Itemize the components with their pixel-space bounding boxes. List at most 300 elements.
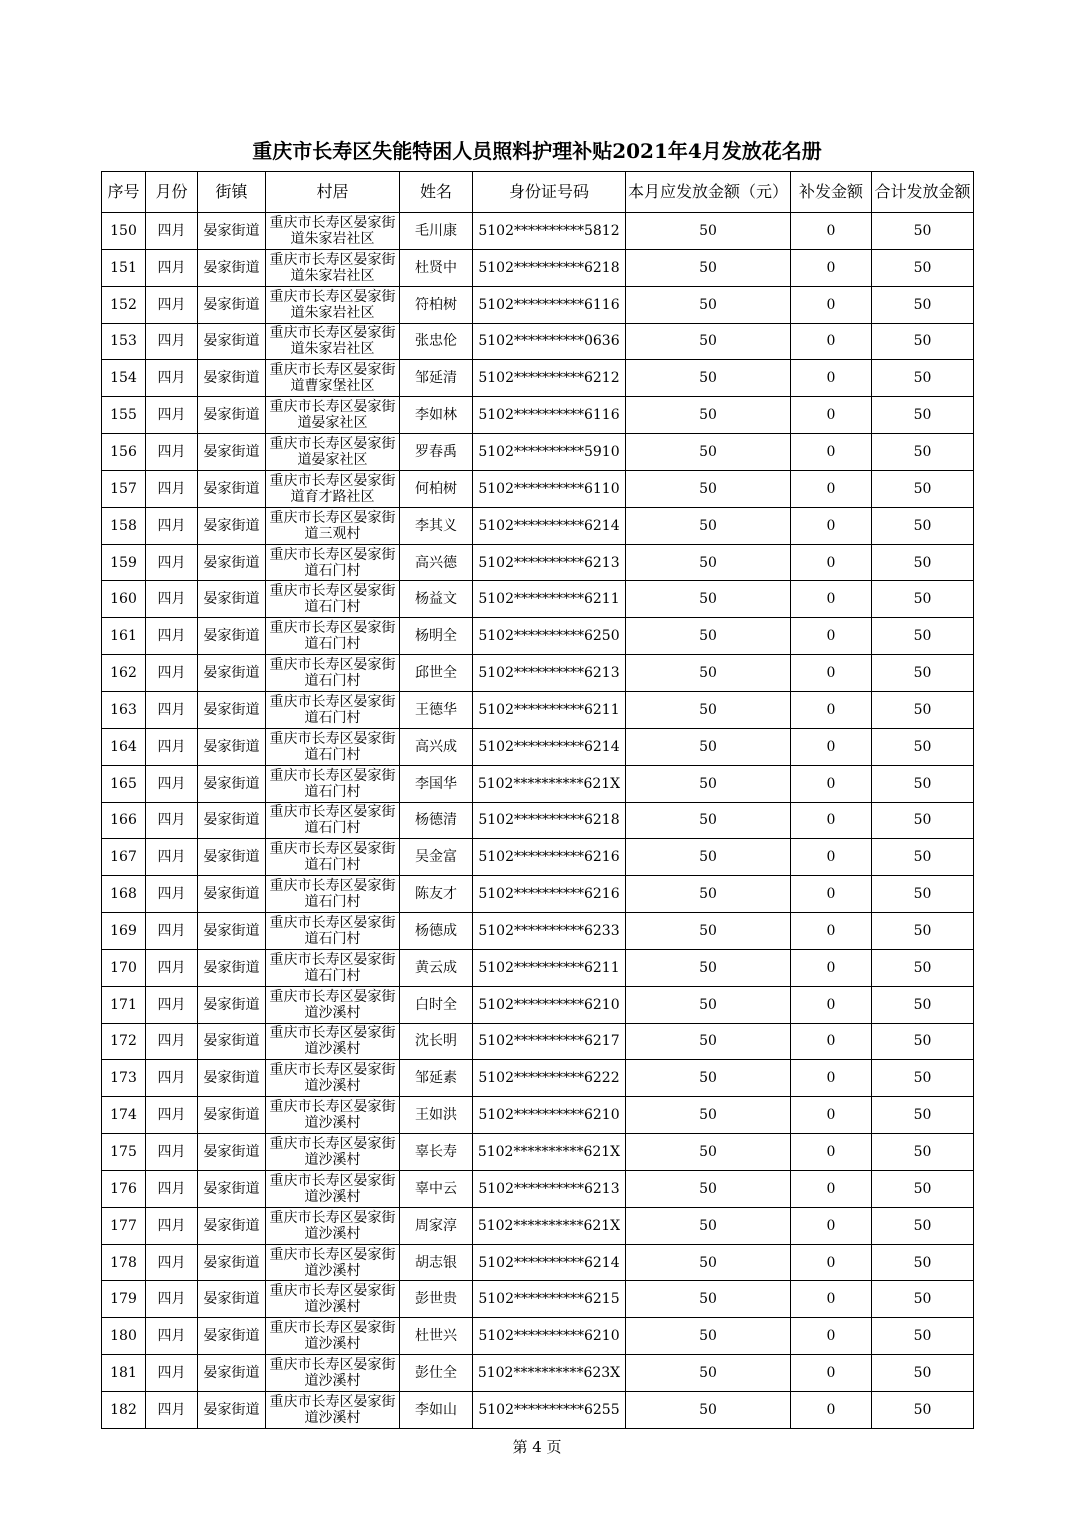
cell-name: 杜世兴 bbox=[400, 1318, 473, 1355]
cell-seq: 170 bbox=[102, 949, 146, 986]
cell-seq: 155 bbox=[102, 397, 146, 434]
cell-seq: 175 bbox=[102, 1134, 146, 1171]
page-number: 第 4 页 bbox=[512, 1438, 562, 1456]
cell-amount: 50 bbox=[626, 397, 791, 434]
cell-month: 四月 bbox=[146, 839, 198, 876]
cell-seq: 163 bbox=[102, 691, 146, 728]
cell-village: 重庆市长寿区晏家街道石门村 bbox=[266, 802, 400, 839]
cell-name: 何柏树 bbox=[400, 470, 473, 507]
cell-village: 重庆市长寿区晏家街道曹家堡社区 bbox=[266, 360, 400, 397]
cell-total: 50 bbox=[872, 1355, 974, 1392]
cell-id-number: 5102**********6250 bbox=[473, 618, 626, 655]
cell-seq: 164 bbox=[102, 728, 146, 765]
cell-id-number: 5102**********6211 bbox=[473, 581, 626, 618]
cell-amount: 50 bbox=[626, 1392, 791, 1429]
cell-street: 晏家街道 bbox=[198, 544, 266, 581]
header-month: 月份 bbox=[146, 172, 198, 213]
cell-name: 周家淳 bbox=[400, 1207, 473, 1244]
cell-street: 晏家街道 bbox=[198, 1134, 266, 1171]
cell-id-number: 5102**********5910 bbox=[473, 434, 626, 471]
cell-name: 符柏树 bbox=[400, 286, 473, 323]
cell-street: 晏家街道 bbox=[198, 986, 266, 1023]
cell-total: 50 bbox=[872, 913, 974, 950]
table-row bbox=[102, 655, 974, 692]
cell-name: 沈长明 bbox=[400, 1023, 473, 1060]
table-row bbox=[102, 1244, 974, 1281]
cell-total: 50 bbox=[872, 876, 974, 913]
cell-id-number: 5102**********6233 bbox=[473, 913, 626, 950]
cell-name: 杨益文 bbox=[400, 581, 473, 618]
cell-amount: 50 bbox=[626, 1355, 791, 1392]
cell-seq: 150 bbox=[102, 213, 146, 250]
cell-seq: 181 bbox=[102, 1355, 146, 1392]
cell-name: 王如洪 bbox=[400, 1097, 473, 1134]
cell-total: 50 bbox=[872, 655, 974, 692]
cell-seq: 162 bbox=[102, 655, 146, 692]
cell-village: 重庆市长寿区晏家街道朱家岩社区 bbox=[266, 213, 400, 250]
table-row bbox=[102, 949, 974, 986]
cell-id-number: 5102**********621X bbox=[473, 1207, 626, 1244]
cell-supplement: 0 bbox=[791, 1318, 872, 1355]
cell-amount: 50 bbox=[626, 1318, 791, 1355]
cell-month: 四月 bbox=[146, 1392, 198, 1429]
cell-village: 重庆市长寿区晏家街道朱家岩社区 bbox=[266, 323, 400, 360]
cell-street: 晏家街道 bbox=[198, 728, 266, 765]
cell-month: 四月 bbox=[146, 655, 198, 692]
table-row bbox=[102, 397, 974, 434]
cell-id-number: 5102**********6217 bbox=[473, 1023, 626, 1060]
cell-month: 四月 bbox=[146, 470, 198, 507]
cell-month: 四月 bbox=[146, 360, 198, 397]
cell-total: 50 bbox=[872, 323, 974, 360]
cell-month: 四月 bbox=[146, 802, 198, 839]
cell-supplement: 0 bbox=[791, 1170, 872, 1207]
cell-seq: 168 bbox=[102, 876, 146, 913]
cell-street: 晏家街道 bbox=[198, 286, 266, 323]
cell-name: 辜中云 bbox=[400, 1170, 473, 1207]
cell-village: 重庆市长寿区晏家街道石门村 bbox=[266, 728, 400, 765]
cell-name: 陈友才 bbox=[400, 876, 473, 913]
table-row bbox=[102, 323, 974, 360]
cell-village: 重庆市长寿区晏家街道石门村 bbox=[266, 691, 400, 728]
header-village: 村居 bbox=[266, 172, 400, 213]
table-row bbox=[102, 544, 974, 581]
cell-street: 晏家街道 bbox=[198, 1355, 266, 1392]
cell-supplement: 0 bbox=[791, 728, 872, 765]
cell-supplement: 0 bbox=[791, 1244, 872, 1281]
cell-seq: 152 bbox=[102, 286, 146, 323]
cell-id-number: 5102**********6116 bbox=[473, 286, 626, 323]
cell-village: 重庆市长寿区晏家街道石门村 bbox=[266, 581, 400, 618]
cell-amount: 50 bbox=[626, 876, 791, 913]
header-seq: 序号 bbox=[102, 172, 146, 213]
cell-name: 李国华 bbox=[400, 765, 473, 802]
cell-supplement: 0 bbox=[791, 1134, 872, 1171]
cell-month: 四月 bbox=[146, 1097, 198, 1134]
cell-seq: 166 bbox=[102, 802, 146, 839]
table-row bbox=[102, 286, 974, 323]
table-row bbox=[102, 876, 974, 913]
cell-village: 重庆市长寿区晏家街道沙溪村 bbox=[266, 1134, 400, 1171]
cell-amount: 50 bbox=[626, 765, 791, 802]
cell-supplement: 0 bbox=[791, 1060, 872, 1097]
cell-month: 四月 bbox=[146, 544, 198, 581]
cell-supplement: 0 bbox=[791, 949, 872, 986]
cell-id-number: 5102**********6211 bbox=[473, 691, 626, 728]
cell-amount: 50 bbox=[626, 949, 791, 986]
cell-id-number: 5102**********6216 bbox=[473, 876, 626, 913]
cell-id-number: 5102**********6216 bbox=[473, 839, 626, 876]
cell-id-number: 5102**********6214 bbox=[473, 1244, 626, 1281]
cell-street: 晏家街道 bbox=[198, 839, 266, 876]
cell-amount: 50 bbox=[626, 507, 791, 544]
cell-street: 晏家街道 bbox=[198, 876, 266, 913]
cell-village: 重庆市长寿区晏家街道石门村 bbox=[266, 839, 400, 876]
cell-name: 杨德成 bbox=[400, 913, 473, 950]
cell-street: 晏家街道 bbox=[198, 323, 266, 360]
cell-name: 张忠伦 bbox=[400, 323, 473, 360]
cell-total: 50 bbox=[872, 1097, 974, 1134]
cell-id-number: 5102**********6213 bbox=[473, 1170, 626, 1207]
header-total: 合计发放金额 bbox=[872, 172, 974, 213]
cell-total: 50 bbox=[872, 1244, 974, 1281]
cell-supplement: 0 bbox=[791, 839, 872, 876]
cell-month: 四月 bbox=[146, 581, 198, 618]
cell-id-number: 5102**********6212 bbox=[473, 360, 626, 397]
cell-name: 高兴成 bbox=[400, 728, 473, 765]
cell-street: 晏家街道 bbox=[198, 1097, 266, 1134]
cell-month: 四月 bbox=[146, 286, 198, 323]
roster-table bbox=[101, 171, 974, 1429]
cell-name: 白时全 bbox=[400, 986, 473, 1023]
cell-street: 晏家街道 bbox=[198, 213, 266, 250]
cell-street: 晏家街道 bbox=[198, 1060, 266, 1097]
cell-name: 罗春禹 bbox=[400, 434, 473, 471]
cell-amount: 50 bbox=[626, 839, 791, 876]
cell-amount: 50 bbox=[626, 728, 791, 765]
cell-id-number: 5102**********623X bbox=[473, 1355, 626, 1392]
cell-id-number: 5102**********6116 bbox=[473, 397, 626, 434]
cell-total: 50 bbox=[872, 765, 974, 802]
cell-name: 邹延素 bbox=[400, 1060, 473, 1097]
cell-street: 晏家街道 bbox=[198, 507, 266, 544]
cell-name: 邹延清 bbox=[400, 360, 473, 397]
table-row bbox=[102, 213, 974, 250]
cell-total: 50 bbox=[872, 544, 974, 581]
cell-total: 50 bbox=[872, 1023, 974, 1060]
cell-id-number: 5102**********621X bbox=[473, 765, 626, 802]
cell-seq: 172 bbox=[102, 1023, 146, 1060]
cell-seq: 171 bbox=[102, 986, 146, 1023]
cell-id-number: 5102**********6222 bbox=[473, 1060, 626, 1097]
cell-total: 50 bbox=[872, 286, 974, 323]
table-row bbox=[102, 802, 974, 839]
table-row bbox=[102, 507, 974, 544]
cell-amount: 50 bbox=[626, 470, 791, 507]
table-row bbox=[102, 1281, 974, 1318]
table-row bbox=[102, 1134, 974, 1171]
cell-street: 晏家街道 bbox=[198, 1318, 266, 1355]
cell-month: 四月 bbox=[146, 691, 198, 728]
cell-seq: 174 bbox=[102, 1097, 146, 1134]
table-row bbox=[102, 1355, 974, 1392]
table-row bbox=[102, 1023, 974, 1060]
cell-amount: 50 bbox=[626, 323, 791, 360]
cell-supplement: 0 bbox=[791, 655, 872, 692]
table-header-row bbox=[102, 172, 974, 213]
cell-seq: 165 bbox=[102, 765, 146, 802]
cell-village: 重庆市长寿区晏家街道石门村 bbox=[266, 913, 400, 950]
cell-street: 晏家街道 bbox=[198, 618, 266, 655]
cell-village: 重庆市长寿区晏家街道石门村 bbox=[266, 618, 400, 655]
table-row bbox=[102, 913, 974, 950]
cell-month: 四月 bbox=[146, 728, 198, 765]
cell-supplement: 0 bbox=[791, 286, 872, 323]
cell-village: 重庆市长寿区晏家街道晏家社区 bbox=[266, 397, 400, 434]
cell-id-number: 5102**********621X bbox=[473, 1134, 626, 1171]
cell-seq: 169 bbox=[102, 913, 146, 950]
cell-total: 50 bbox=[872, 1392, 974, 1429]
cell-street: 晏家街道 bbox=[198, 1023, 266, 1060]
cell-supplement: 0 bbox=[791, 1281, 872, 1318]
cell-id-number: 5102**********6210 bbox=[473, 1318, 626, 1355]
cell-month: 四月 bbox=[146, 1170, 198, 1207]
cell-seq: 153 bbox=[102, 323, 146, 360]
cell-name: 彭仕全 bbox=[400, 1355, 473, 1392]
cell-amount: 50 bbox=[626, 655, 791, 692]
table-body bbox=[102, 213, 974, 1429]
cell-name: 王德华 bbox=[400, 691, 473, 728]
cell-total: 50 bbox=[872, 434, 974, 471]
cell-seq: 173 bbox=[102, 1060, 146, 1097]
cell-month: 四月 bbox=[146, 876, 198, 913]
cell-month: 四月 bbox=[146, 249, 198, 286]
cell-id-number: 5102**********6211 bbox=[473, 949, 626, 986]
cell-supplement: 0 bbox=[791, 1392, 872, 1429]
cell-seq: 156 bbox=[102, 434, 146, 471]
cell-street: 晏家街道 bbox=[198, 397, 266, 434]
cell-amount: 50 bbox=[626, 1281, 791, 1318]
cell-amount: 50 bbox=[626, 802, 791, 839]
cell-supplement: 0 bbox=[791, 618, 872, 655]
cell-name: 毛川康 bbox=[400, 213, 473, 250]
cell-seq: 177 bbox=[102, 1207, 146, 1244]
cell-village: 重庆市长寿区晏家街道沙溪村 bbox=[266, 1392, 400, 1429]
cell-amount: 50 bbox=[626, 618, 791, 655]
cell-supplement: 0 bbox=[791, 434, 872, 471]
cell-village: 重庆市长寿区晏家街道育才路社区 bbox=[266, 470, 400, 507]
cell-supplement: 0 bbox=[791, 986, 872, 1023]
cell-village: 重庆市长寿区晏家街道沙溪村 bbox=[266, 1097, 400, 1134]
cell-supplement: 0 bbox=[791, 249, 872, 286]
cell-total: 50 bbox=[872, 397, 974, 434]
cell-month: 四月 bbox=[146, 1207, 198, 1244]
cell-total: 50 bbox=[872, 1134, 974, 1171]
cell-total: 50 bbox=[872, 1281, 974, 1318]
cell-supplement: 0 bbox=[791, 691, 872, 728]
table-row bbox=[102, 1097, 974, 1134]
cell-supplement: 0 bbox=[791, 802, 872, 839]
cell-name: 彭世贵 bbox=[400, 1281, 473, 1318]
table-row bbox=[102, 470, 974, 507]
cell-street: 晏家街道 bbox=[198, 1207, 266, 1244]
cell-month: 四月 bbox=[146, 1244, 198, 1281]
cell-id-number: 5102**********6210 bbox=[473, 1097, 626, 1134]
cell-total: 50 bbox=[872, 691, 974, 728]
cell-seq: 179 bbox=[102, 1281, 146, 1318]
cell-village: 重庆市长寿区晏家街道沙溪村 bbox=[266, 986, 400, 1023]
cell-month: 四月 bbox=[146, 323, 198, 360]
cell-street: 晏家街道 bbox=[198, 1244, 266, 1281]
cell-name: 杨明全 bbox=[400, 618, 473, 655]
cell-village: 重庆市长寿区晏家街道沙溪村 bbox=[266, 1244, 400, 1281]
header-supplement: 补发金额 bbox=[791, 172, 872, 213]
cell-month: 四月 bbox=[146, 397, 198, 434]
cell-village: 重庆市长寿区晏家街道石门村 bbox=[266, 876, 400, 913]
cell-name: 李如林 bbox=[400, 397, 473, 434]
cell-street: 晏家街道 bbox=[198, 434, 266, 471]
cell-id-number: 5102**********6213 bbox=[473, 655, 626, 692]
cell-supplement: 0 bbox=[791, 544, 872, 581]
cell-amount: 50 bbox=[626, 913, 791, 950]
cell-supplement: 0 bbox=[791, 1097, 872, 1134]
cell-street: 晏家街道 bbox=[198, 1392, 266, 1429]
cell-supplement: 0 bbox=[791, 913, 872, 950]
cell-id-number: 5102**********6255 bbox=[473, 1392, 626, 1429]
header-street: 街镇 bbox=[198, 172, 266, 213]
cell-seq: 176 bbox=[102, 1170, 146, 1207]
cell-total: 50 bbox=[872, 986, 974, 1023]
cell-supplement: 0 bbox=[791, 1355, 872, 1392]
cell-street: 晏家街道 bbox=[198, 802, 266, 839]
cell-total: 50 bbox=[872, 1207, 974, 1244]
table-row bbox=[102, 1392, 974, 1429]
header-id: 身份证号码 bbox=[473, 172, 626, 213]
cell-street: 晏家街道 bbox=[198, 691, 266, 728]
cell-name: 胡志银 bbox=[400, 1244, 473, 1281]
cell-total: 50 bbox=[872, 507, 974, 544]
cell-amount: 50 bbox=[626, 1060, 791, 1097]
cell-amount: 50 bbox=[626, 986, 791, 1023]
cell-id-number: 5102**********6218 bbox=[473, 249, 626, 286]
cell-seq: 151 bbox=[102, 249, 146, 286]
cell-month: 四月 bbox=[146, 618, 198, 655]
table-row bbox=[102, 618, 974, 655]
cell-month: 四月 bbox=[146, 434, 198, 471]
cell-amount: 50 bbox=[626, 1023, 791, 1060]
cell-amount: 50 bbox=[626, 286, 791, 323]
cell-amount: 50 bbox=[626, 544, 791, 581]
table-row bbox=[102, 360, 974, 397]
cell-street: 晏家街道 bbox=[198, 655, 266, 692]
cell-supplement: 0 bbox=[791, 1207, 872, 1244]
cell-month: 四月 bbox=[146, 1060, 198, 1097]
cell-id-number: 5102**********6218 bbox=[473, 802, 626, 839]
cell-total: 50 bbox=[872, 839, 974, 876]
cell-month: 四月 bbox=[146, 1281, 198, 1318]
table-row bbox=[102, 1060, 974, 1097]
cell-supplement: 0 bbox=[791, 397, 872, 434]
cell-total: 50 bbox=[872, 213, 974, 250]
cell-supplement: 0 bbox=[791, 876, 872, 913]
cell-id-number: 5102**********6214 bbox=[473, 507, 626, 544]
cell-name: 李如山 bbox=[400, 1392, 473, 1429]
table-row bbox=[102, 839, 974, 876]
cell-supplement: 0 bbox=[791, 213, 872, 250]
cell-name: 杨德清 bbox=[400, 802, 473, 839]
cell-name: 辜长寿 bbox=[400, 1134, 473, 1171]
cell-village: 重庆市长寿区晏家街道石门村 bbox=[266, 765, 400, 802]
cell-total: 50 bbox=[872, 360, 974, 397]
cell-name: 黄云成 bbox=[400, 949, 473, 986]
table-row bbox=[102, 728, 974, 765]
cell-village: 重庆市长寿区晏家街道石门村 bbox=[266, 544, 400, 581]
table-row bbox=[102, 691, 974, 728]
cell-total: 50 bbox=[872, 1318, 974, 1355]
cell-street: 晏家街道 bbox=[198, 581, 266, 618]
cell-village: 重庆市长寿区晏家街道沙溪村 bbox=[266, 1170, 400, 1207]
cell-total: 50 bbox=[872, 618, 974, 655]
cell-seq: 158 bbox=[102, 507, 146, 544]
cell-total: 50 bbox=[872, 1170, 974, 1207]
table-row bbox=[102, 1207, 974, 1244]
cell-id-number: 5102**********6215 bbox=[473, 1281, 626, 1318]
header-amount: 本月应发放金额（元） bbox=[626, 172, 791, 213]
cell-total: 50 bbox=[872, 728, 974, 765]
cell-name: 杜贤中 bbox=[400, 249, 473, 286]
cell-street: 晏家街道 bbox=[198, 1281, 266, 1318]
cell-total: 50 bbox=[872, 470, 974, 507]
cell-street: 晏家街道 bbox=[198, 249, 266, 286]
cell-seq: 161 bbox=[102, 618, 146, 655]
cell-village: 重庆市长寿区晏家街道沙溪村 bbox=[266, 1355, 400, 1392]
cell-amount: 50 bbox=[626, 1134, 791, 1171]
cell-amount: 50 bbox=[626, 691, 791, 728]
cell-village: 重庆市长寿区晏家街道石门村 bbox=[266, 949, 400, 986]
cell-month: 四月 bbox=[146, 213, 198, 250]
cell-month: 四月 bbox=[146, 949, 198, 986]
cell-total: 50 bbox=[872, 1060, 974, 1097]
cell-village: 重庆市长寿区晏家街道沙溪村 bbox=[266, 1281, 400, 1318]
table-row bbox=[102, 1318, 974, 1355]
cell-amount: 50 bbox=[626, 249, 791, 286]
cell-month: 四月 bbox=[146, 913, 198, 950]
cell-seq: 154 bbox=[102, 360, 146, 397]
cell-id-number: 5102**********6214 bbox=[473, 728, 626, 765]
cell-supplement: 0 bbox=[791, 360, 872, 397]
cell-street: 晏家街道 bbox=[198, 913, 266, 950]
cell-amount: 50 bbox=[626, 1244, 791, 1281]
cell-month: 四月 bbox=[146, 507, 198, 544]
cell-seq: 178 bbox=[102, 1244, 146, 1281]
cell-month: 四月 bbox=[146, 1318, 198, 1355]
cell-supplement: 0 bbox=[791, 470, 872, 507]
cell-village: 重庆市长寿区晏家街道沙溪村 bbox=[266, 1318, 400, 1355]
cell-village: 重庆市长寿区晏家街道沙溪村 bbox=[266, 1060, 400, 1097]
cell-month: 四月 bbox=[146, 1355, 198, 1392]
cell-seq: 159 bbox=[102, 544, 146, 581]
cell-village: 重庆市长寿区晏家街道朱家岩社区 bbox=[266, 249, 400, 286]
table-row bbox=[102, 581, 974, 618]
cell-month: 四月 bbox=[146, 1023, 198, 1060]
cell-village: 重庆市长寿区晏家街道沙溪村 bbox=[266, 1207, 400, 1244]
cell-name: 高兴德 bbox=[400, 544, 473, 581]
cell-seq: 180 bbox=[102, 1318, 146, 1355]
cell-amount: 50 bbox=[626, 434, 791, 471]
table-row bbox=[102, 249, 974, 286]
cell-supplement: 0 bbox=[791, 323, 872, 360]
cell-supplement: 0 bbox=[791, 1023, 872, 1060]
